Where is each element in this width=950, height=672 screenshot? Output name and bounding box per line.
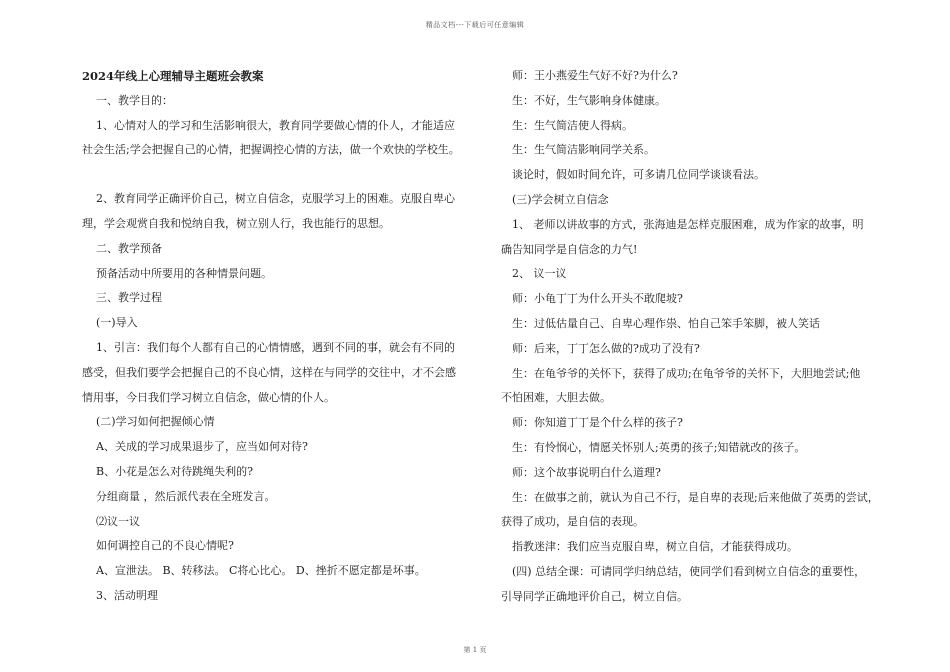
dialogue-line: 获得了成功，是自信的表现。: [501, 515, 644, 529]
paragraph-line: 感受，但我们要学会把握自己的不良心情，这样在与同学的交往中，才不会感: [82, 365, 456, 379]
dialogue-line: 生：不好，生气影响身体健康。: [512, 93, 666, 107]
paragraph-line: A、宣泄法。 B、转移法。 C将心比心。 D、挫折不愿定都是坏事。: [96, 564, 426, 578]
dialogue-line: 生：过低估量自己、自卑心理作祟、怕自己笨手笨脚，被人笑话: [512, 316, 820, 330]
paragraph-line: 确告知同学是自信念的力气!: [501, 242, 638, 256]
paragraph-line: 1、引言：我们每个人都有自己的心情情感，遇到不同的事，就会有不同的: [96, 340, 455, 354]
dialogue-line: 师：小龟丁丁为什么开头不敢爬坡?: [512, 292, 683, 306]
dialogue-line: 生：生气简洁影响同学关系。: [512, 143, 655, 157]
subsection-heading: ⑵议一议: [96, 514, 140, 528]
paragraph-line: 社会生活;学会把握自己的心情，把握调控心情的方法，做一个欢快的学校生。: [82, 143, 460, 157]
dialogue-line: 师：后来，丁丁怎么做的?成功了没有?: [512, 341, 700, 355]
dialogue-line: 师：这个故事说明白什么道理?: [512, 465, 661, 479]
section-heading: 三、教学过程: [96, 291, 162, 305]
paragraph-line: 引导同学正确地评价自己，树立自信。: [501, 589, 688, 603]
paragraph-line: 情用事，今日我们学习树立自信念，做心情的仆人。: [82, 390, 335, 404]
dialogue-line: 生：在龟爷爷的关怀下，获得了成功;在龟爷爷的关怀下，大胆地尝试;他: [512, 366, 861, 380]
page-header: 精品文档---下载后可任意编辑: [425, 21, 525, 29]
paragraph-line: 预备活动中所要用的各种情景问题。: [96, 266, 272, 280]
right-column: [501, 64, 879, 610]
dialogue-line: 师：你知道丁丁是个什么样的孩子?: [512, 416, 683, 430]
blank-line: [82, 163, 466, 187]
dialogue-line: 生：在做事之前，就认为自己不行，是自卑的表现;后来他做了英勇的尝试，: [512, 490, 879, 504]
left-column: [82, 64, 466, 609]
paragraph-line: 1、心情对人的学习和生活影响很大，教育同学要做心情的仆人，才能适应: [96, 118, 455, 132]
section-heading: 二、教学预备: [96, 241, 162, 255]
dialogue-line: 生：生气简洁使人得病。: [512, 118, 633, 132]
paragraph-line: 分组商量 ，然后派代表在全班发言。: [96, 489, 276, 503]
dialogue-line: 师：王小燕爱生气好不好?为什么?: [512, 69, 678, 82]
subsection-heading: (三)学会树立自信念: [512, 192, 609, 206]
subsection-heading: 3、活动明理: [96, 588, 158, 602]
paragraph-line: 1、 老师以讲故事的方式，张海迪是怎样克服困难，成为作家的故事，明: [512, 217, 864, 231]
dialogue-line: 生：有怜悯心，情愿关怀别人;英勇的孩子;知错就改的孩子。: [512, 440, 806, 454]
paragraph-line: A、关成的学习成果退步了，应当如何对待?: [96, 440, 308, 454]
subsection-heading: 2、 议一议: [512, 267, 567, 281]
paragraph-line: 如何调控自己的不良心情呢?: [96, 539, 234, 553]
paragraph-line: 理，学会观赏自我和悦纳自我，树立别人行，我也能行的思想。: [82, 216, 390, 230]
page-footer: 第 1 页: [463, 646, 487, 654]
document-title: 2024年线上心理辅导主题班会教案: [82, 69, 264, 83]
section-heading: 一、教学目的：: [96, 93, 173, 107]
paragraph-line: 谈论时，假如时间允许，可多请几位同学谈谈看法。: [512, 168, 765, 182]
subsection-heading: (四) 总结全课：可请同学归纳总结，使同学们看到树立自信念的重要性，: [512, 564, 866, 578]
dialogue-line: 不怕困难，大胆去做。: [501, 391, 611, 405]
paragraph-line: B、小花是怎么对待跳绳失利的?: [96, 464, 253, 478]
subsection-heading: (一)导入: [96, 316, 138, 330]
paragraph-line: 指教迷津：我们应当克服自卑，树立自信，才能获得成功。: [512, 540, 798, 554]
subsection-heading: (二)学习如何把握倾心情: [96, 415, 215, 429]
paragraph-line: 2、教育同学正确评价自己，树立自信念，克服学习上的困难。克服自卑心: [96, 192, 455, 206]
